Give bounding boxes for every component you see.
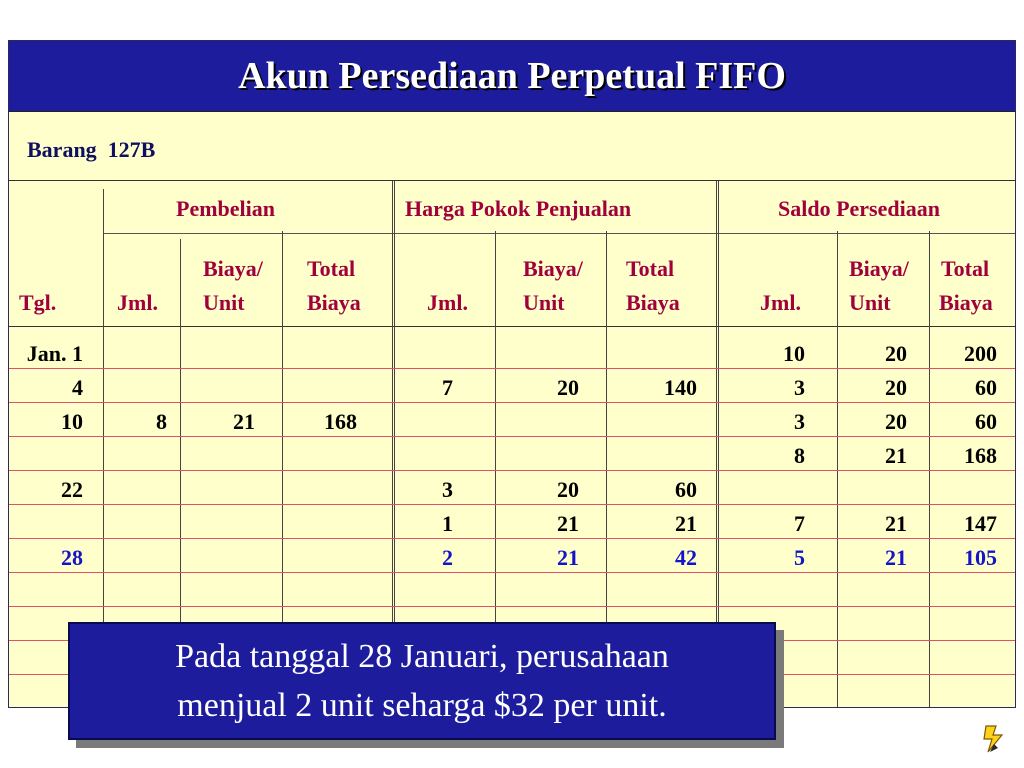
cell-cogs-unit-cost: 21 bbox=[557, 545, 579, 570]
col-header-total: Total bbox=[307, 256, 356, 281]
cell-balance-qty: 10 bbox=[783, 341, 805, 366]
col-header-unit-cost: Biaya/ bbox=[203, 256, 263, 281]
cell-balance-qty: 5 bbox=[794, 545, 805, 570]
col-header-total: Total bbox=[941, 256, 990, 281]
cell-cogs-qty: 3 bbox=[442, 477, 453, 502]
col-header-unit-cost: Unit bbox=[849, 290, 891, 315]
cell-cogs-total: 42 bbox=[675, 545, 697, 570]
row-rule bbox=[9, 504, 1015, 505]
col-header-unit-cost: Biaya/ bbox=[523, 256, 583, 281]
row-rule bbox=[9, 470, 1015, 471]
cell-date: 4 bbox=[72, 375, 83, 400]
callout-line: menjual 2 unit seharga $32 per unit. bbox=[177, 687, 667, 724]
col-header-total: Biaya bbox=[939, 290, 993, 315]
cell-cogs-unit-cost: 20 bbox=[557, 477, 579, 502]
page-title: Akun Persediaan Perpetual FIFO bbox=[238, 55, 786, 97]
cell-balance-unit-cost: 21 bbox=[885, 511, 907, 536]
cell-balance-unit-cost: 20 bbox=[885, 375, 907, 400]
cell-cogs-total: 21 bbox=[675, 511, 697, 536]
lightning-icon[interactable] bbox=[980, 724, 1012, 754]
group-header-cogs: Harga Pokok Penjualan bbox=[405, 196, 632, 221]
row-rule bbox=[9, 402, 1015, 403]
cell-date: 28 bbox=[61, 545, 83, 570]
row-rule bbox=[9, 572, 1015, 573]
cell-date: Jan. 1 bbox=[26, 341, 83, 366]
cell-purchase-total: 168 bbox=[324, 409, 357, 434]
cell-balance-total: 105 bbox=[964, 545, 997, 570]
cell-cogs-qty: 1 bbox=[442, 511, 453, 536]
cell-balance-unit-cost: 20 bbox=[885, 341, 907, 366]
group-header-purchases: Pembelian bbox=[176, 196, 275, 221]
row-rule bbox=[9, 436, 1015, 437]
cell-balance-total: 200 bbox=[964, 341, 997, 366]
cell-balance-qty: 3 bbox=[794, 375, 805, 400]
cell-balance-qty: 7 bbox=[794, 511, 805, 536]
header-divider bbox=[9, 326, 1015, 327]
col-header-unit-cost: Unit bbox=[523, 290, 565, 315]
callout-box bbox=[68, 622, 776, 740]
cell-cogs-unit-cost: 21 bbox=[557, 511, 579, 536]
callout-line: Pada tanggal 28 Januari, perusahaan bbox=[175, 637, 669, 675]
cell-balance-unit-cost: 21 bbox=[885, 443, 907, 468]
cell-cogs-unit-cost: 20 bbox=[557, 375, 579, 400]
col-header-qty: Jml. bbox=[760, 290, 801, 315]
col-header-unit-cost: Unit bbox=[203, 290, 245, 315]
col-header-total: Biaya bbox=[626, 290, 680, 315]
row-rule bbox=[9, 368, 1015, 369]
group-divider bbox=[104, 233, 1015, 234]
row-rule bbox=[9, 606, 1015, 607]
title-bar bbox=[9, 41, 1015, 112]
col-header-qty: Jml. bbox=[427, 290, 468, 315]
cell-date: 22 bbox=[61, 477, 83, 502]
group-header-balance: Saldo Persediaan bbox=[778, 196, 940, 221]
cell-balance-unit-cost: 21 bbox=[885, 545, 907, 570]
ledger-sheet bbox=[8, 40, 1016, 708]
cell-balance-total: 60 bbox=[975, 409, 997, 434]
col-header-total: Biaya bbox=[307, 290, 361, 315]
cell-balance-total: 147 bbox=[964, 511, 997, 536]
cell-balance-unit-cost: 20 bbox=[885, 409, 907, 434]
cell-date: 10 bbox=[61, 409, 83, 434]
col-header-unit-cost: Biaya/ bbox=[849, 256, 909, 281]
cell-purchase-unit-cost: 21 bbox=[233, 409, 255, 434]
cell-balance-qty: 3 bbox=[794, 409, 805, 434]
item-label: Barang 127B bbox=[27, 137, 156, 162]
item-divider bbox=[9, 180, 1015, 181]
col-header-qty: Jml. bbox=[117, 290, 158, 315]
row-rule bbox=[9, 538, 1015, 539]
cell-balance-qty: 8 bbox=[794, 443, 805, 468]
cell-cogs-qty: 7 bbox=[442, 375, 453, 400]
cell-purchase-qty: 8 bbox=[156, 409, 167, 434]
col-header-date: Tgl. bbox=[19, 290, 57, 315]
cell-balance-total: 168 bbox=[964, 443, 997, 468]
col-header-total: Total bbox=[626, 256, 675, 281]
cell-balance-total: 60 bbox=[975, 375, 997, 400]
cell-cogs-total: 60 bbox=[675, 477, 697, 502]
cell-cogs-qty: 2 bbox=[442, 545, 453, 570]
cell-cogs-total: 140 bbox=[664, 375, 697, 400]
